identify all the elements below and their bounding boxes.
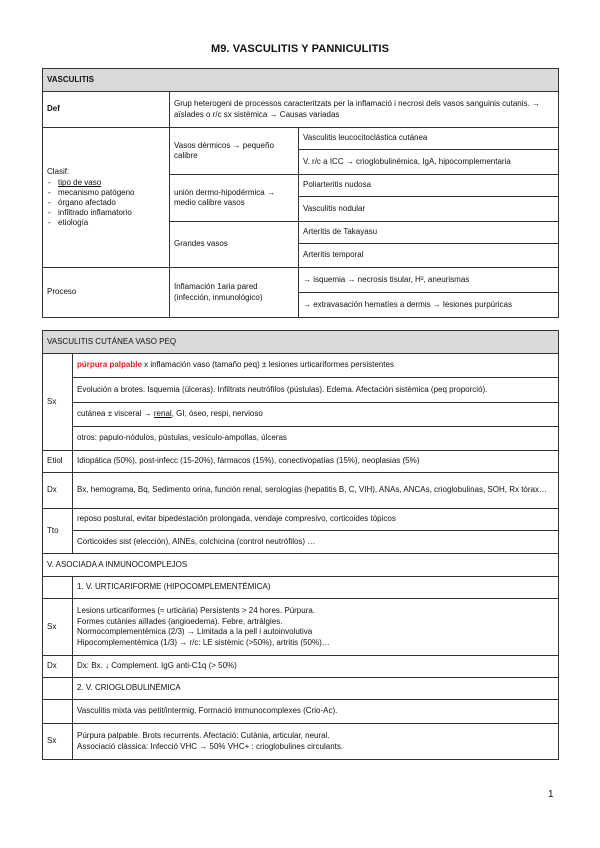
crioglobulinemica-line: Vasculitis mixta vas petit/intermig. Formació immunocomplexes (Crio-Ac). [73,700,559,724]
dx-text: Bx, hemograma, Bq, Sedimento orina, función renal, serologías (hepatitis B, C, VIH), ANAs, ANCAs, crioglobulinas, SOH, Rx tórax… [73,473,559,509]
sx-line: otros: papulo-nódulos, pústulas, vesículo-ampollas, úlceras [73,427,559,451]
small-vessel-cell: Vasos dérmicos → pequeño calibre [170,128,299,175]
urticariforme-header: 1. V. URTICARIFORME (HIPOCOMPLEMENTÉMICA) [73,577,559,599]
sx-line [73,403,559,427]
medium-vessel-type: Poliarteritis nudosa [299,175,559,197]
clasif-item: - infiltrado inflamatorio [47,208,165,218]
proceso-label: Proceso [43,268,170,318]
clasif-list [47,178,165,228]
blank-cell [43,678,73,700]
vasculitis-cutanea-table [42,330,559,760]
page-number: 1 [548,789,554,800]
urticariforme-sx-line: Formes cutànies aïllades (angioedema). Febre, artràlgies. [77,616,283,626]
urticariforme-dx: Dx: Bx. ↓ Complement. IgG anti-C1q (> 50%) [73,656,559,678]
vasculitis-header: VASCULITIS [43,69,559,92]
urticariforme-sx [73,599,559,656]
purpura-highlight: púrpura palpable [77,360,142,370]
crioglobulinemica-sx-line: Associació clàssica: Infecció VHC → 50% VHC+ : crioglobulines circulants. [77,741,344,751]
proceso-item: → extravasación hematíes a dermis → lesiones purpúricas [299,293,559,318]
urticariforme-sx-line: Lesions urticariformes (≈ urticària) Persistents > 24 hores. Púrpura. [77,606,316,615]
def-label: Def [43,92,170,128]
large-vessel-cell: Grandes vasos [170,222,299,268]
crioglobulinemica-sx [73,724,559,760]
urticariforme-dx-label: Dx [43,656,73,678]
crioglobulinemica-sx-line: Púrpura palpable. Brots recurrents. Afectació: Cutània, articular, neural. [77,731,330,740]
sx-label: Sx [43,354,73,451]
tto-label: Tto [43,509,73,554]
sx-line: Evolución a brotes. Isquemia (úlceras). Infiltrats neutrófilos (pústulas). Edema. Afectación sistèmica (peq proporció). [73,378,559,403]
clasif-item: - etiología [47,218,165,228]
blank-cell [43,577,73,599]
blank-cell [43,700,73,724]
sx-line-text: cutánea ± visceral → [77,409,154,419]
urticariforme-sx-line: Normocomplementèmica (2/3) → Limitada a la pell i autoinvolutiva [77,627,313,636]
renal-underlined: renal [153,409,172,419]
clasif-item: - tipo de vaso [47,178,165,188]
tto-line: reposo postural, evitar bipedestación prolongada, vendaje compresivo, corticoides tópicos [73,509,559,531]
small-vessel-type: Vasculitis leucocitoclástica cutánea [299,128,559,150]
dx-label: Dx [43,473,73,509]
proceso-item: → isquemia → necrosis tisular, H², aneurismas [299,268,559,293]
clasif-label: Clasif: [47,166,70,176]
def-text: Grup heterogeni de processos caracteritzats per la inflamació i necrosi dels vasos sanguinis cutanis. → aïslades o r/c sx sistèmica → Causas variadas [170,92,559,128]
proceso-text: Inflamación 1aria pared (infección, inmunológico) [170,268,299,318]
clasif-item: - mecanismo patógeno [47,188,165,198]
small-vessel-type: V. r/c a ICC → crioglobulinémica, IgA, hipocomplementaria [299,150,559,175]
page-title: M9. VASCULITIS Y PANNICULITIS [210,43,390,55]
v-inmunocomplejos-header: V. ASOCIADA A INMUNOCOMPLEJOS [43,554,559,577]
medium-vessel-type: Vasculitis nodular [299,197,559,222]
clasif-cell [43,128,170,268]
etiol-text: Idiopática (50%), post-infecc (15-20%), fármacos (15%), conectivopatías (15%), neoplasias (5%) [73,451,559,473]
vasculitis-cutanea-header: VASCULITIS CUTÁNEA VASO PEQ [43,331,559,354]
medium-vessel-cell: unión dermo-hipodérmica → medio calibre vasos [170,175,299,222]
urticariforme-sx-line: Hipocomplementèmica (1/3) → r/c: LE sistèmic (>50%), artritis (50%)… [77,637,330,647]
etiol-label: Etiol [43,451,73,473]
crioglobulinemica-sx-label: Sx [43,724,73,760]
sx-line-text: x inflamación vaso (tamaño peq) ± lesiones urticariformes persistentes [141,360,394,370]
tto-line: Corticoides sist (elección), AINEs, colchicina (control neutrófilos) … [73,531,559,554]
sx-line [73,354,559,378]
clasif-item: - órgano afectado [47,198,165,208]
urticariforme-sx-label: Sx [43,599,73,656]
crioglobulinemica-header: 2. V. CRIOGLOBULINÉMICA [73,678,559,700]
large-vessel-type: Arteritis temporal [299,244,559,268]
large-vessel-type: Arteritis de Takayasu [299,222,559,244]
sx-line-text: , GI, óseo, respi, nervioso [171,409,263,419]
vasculitis-table [42,68,559,318]
